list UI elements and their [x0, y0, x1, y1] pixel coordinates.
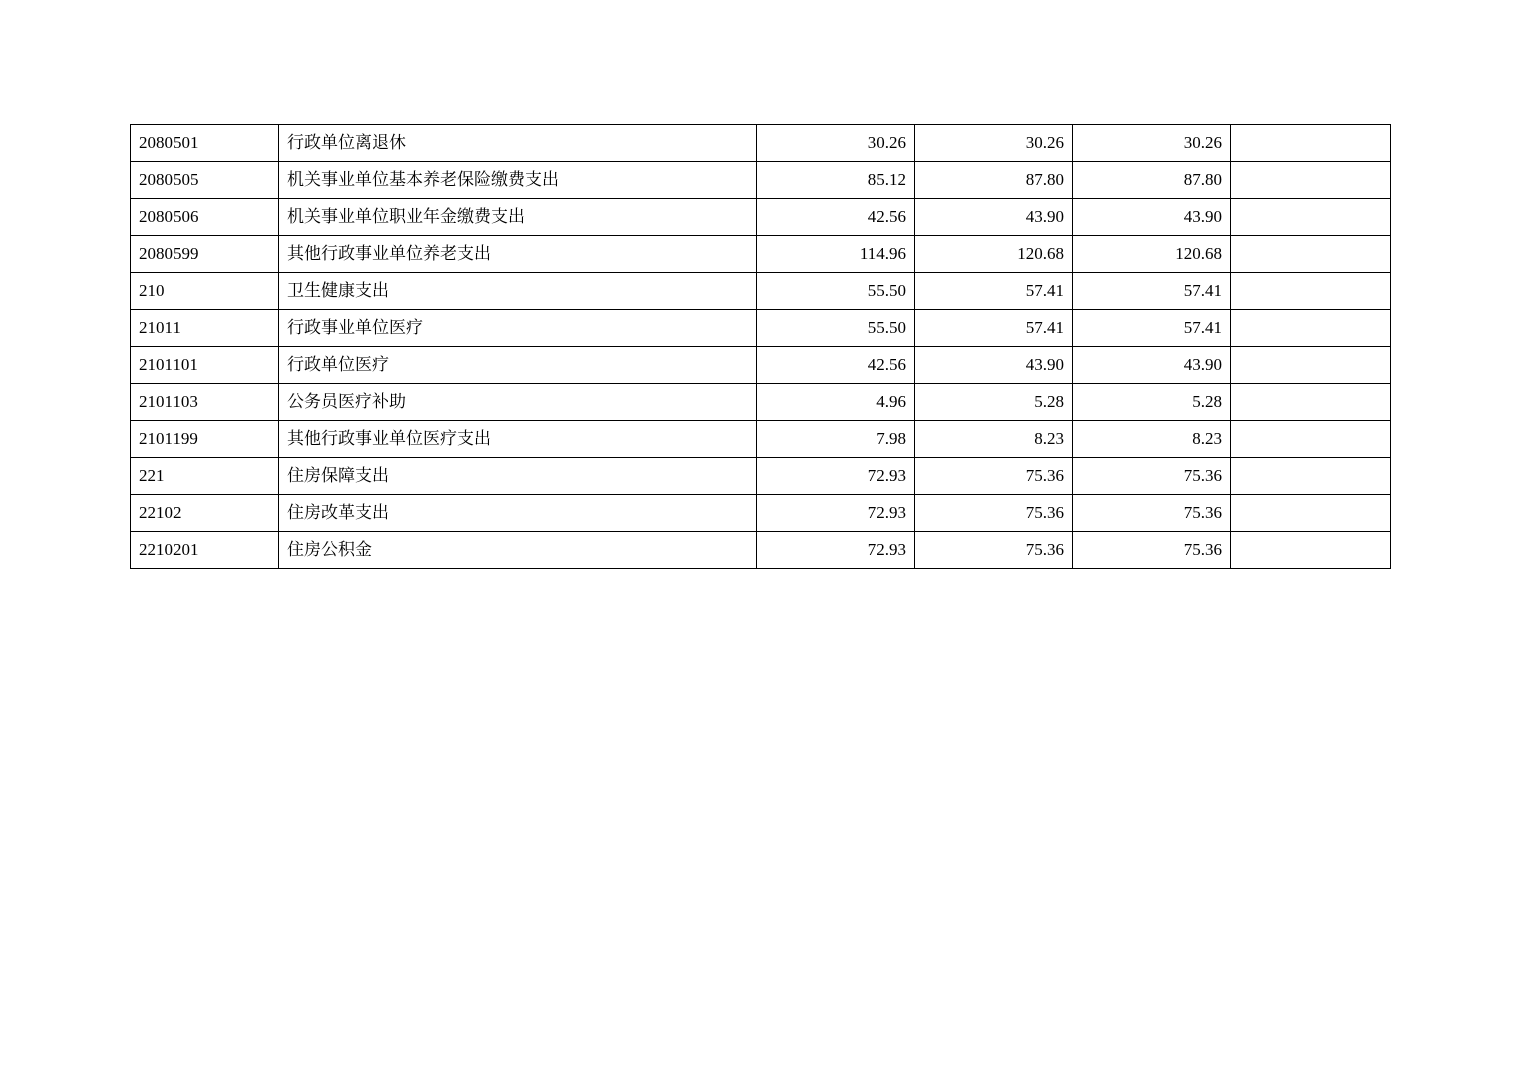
cell-item-name: 公务员医疗补助 [279, 384, 757, 421]
cell-amount-2: 57.41 [915, 273, 1073, 310]
table-row [131, 495, 1391, 532]
table-row [131, 310, 1391, 347]
table-row [131, 384, 1391, 421]
cell-amount-3: 8.23 [1073, 421, 1231, 458]
cell-amount-3: 75.36 [1073, 495, 1231, 532]
budget-expenditure-table [130, 124, 1391, 569]
cell-amount-4 [1231, 199, 1391, 236]
cell-amount-1: 7.98 [757, 421, 915, 458]
cell-amount-1: 42.56 [757, 199, 915, 236]
cell-amount-3: 120.68 [1073, 236, 1231, 273]
cell-amount-1: 72.93 [757, 458, 915, 495]
table-row [131, 532, 1391, 569]
cell-amount-2: 75.36 [915, 495, 1073, 532]
cell-budget-code: 2080505 [131, 162, 279, 199]
cell-amount-4 [1231, 495, 1391, 532]
table-row [131, 458, 1391, 495]
cell-amount-4 [1231, 347, 1391, 384]
cell-amount-3: 57.41 [1073, 310, 1231, 347]
cell-amount-2: 120.68 [915, 236, 1073, 273]
cell-budget-code: 2080506 [131, 199, 279, 236]
cell-item-name: 住房改革支出 [279, 495, 757, 532]
cell-item-name: 行政事业单位医疗 [279, 310, 757, 347]
cell-amount-4 [1231, 421, 1391, 458]
cell-budget-code: 21011 [131, 310, 279, 347]
cell-amount-2: 8.23 [915, 421, 1073, 458]
table-row [131, 347, 1391, 384]
cell-amount-3: 43.90 [1073, 199, 1231, 236]
cell-amount-4 [1231, 384, 1391, 421]
cell-item-name: 其他行政事业单位医疗支出 [279, 421, 757, 458]
cell-amount-2: 30.26 [915, 125, 1073, 162]
cell-amount-4 [1231, 273, 1391, 310]
cell-budget-code: 2101103 [131, 384, 279, 421]
cell-item-name: 其他行政事业单位养老支出 [279, 236, 757, 273]
cell-amount-2: 75.36 [915, 532, 1073, 569]
cell-item-name: 住房保障支出 [279, 458, 757, 495]
cell-amount-1: 72.93 [757, 532, 915, 569]
cell-amount-3: 43.90 [1073, 347, 1231, 384]
cell-amount-3: 57.41 [1073, 273, 1231, 310]
table-row [131, 421, 1391, 458]
cell-item-name: 行政单位医疗 [279, 347, 757, 384]
cell-amount-4 [1231, 458, 1391, 495]
cell-item-name: 住房公积金 [279, 532, 757, 569]
cell-amount-3: 30.26 [1073, 125, 1231, 162]
cell-amount-1: 55.50 [757, 273, 915, 310]
cell-amount-1: 85.12 [757, 162, 915, 199]
cell-amount-1: 55.50 [757, 310, 915, 347]
table-body [131, 125, 1391, 569]
cell-budget-code: 221 [131, 458, 279, 495]
cell-amount-2: 75.36 [915, 458, 1073, 495]
cell-amount-1: 4.96 [757, 384, 915, 421]
cell-amount-2: 5.28 [915, 384, 1073, 421]
table-row [131, 199, 1391, 236]
cell-item-name: 机关事业单位基本养老保险缴费支出 [279, 162, 757, 199]
cell-amount-4 [1231, 236, 1391, 273]
cell-amount-3: 87.80 [1073, 162, 1231, 199]
cell-amount-3: 75.36 [1073, 532, 1231, 569]
cell-amount-2: 57.41 [915, 310, 1073, 347]
cell-amount-4 [1231, 310, 1391, 347]
cell-item-name: 机关事业单位职业年金缴费支出 [279, 199, 757, 236]
table-row [131, 273, 1391, 310]
cell-item-name: 行政单位离退休 [279, 125, 757, 162]
cell-amount-3: 5.28 [1073, 384, 1231, 421]
cell-budget-code: 2101199 [131, 421, 279, 458]
table-row [131, 236, 1391, 273]
cell-amount-1: 42.56 [757, 347, 915, 384]
cell-budget-code: 210 [131, 273, 279, 310]
cell-amount-2: 43.90 [915, 199, 1073, 236]
cell-amount-2: 43.90 [915, 347, 1073, 384]
cell-amount-1: 114.96 [757, 236, 915, 273]
cell-amount-4 [1231, 125, 1391, 162]
cell-amount-1: 30.26 [757, 125, 915, 162]
cell-budget-code: 2080599 [131, 236, 279, 273]
table-row [131, 125, 1391, 162]
cell-amount-2: 87.80 [915, 162, 1073, 199]
cell-amount-4 [1231, 162, 1391, 199]
table-row [131, 162, 1391, 199]
cell-budget-code: 2210201 [131, 532, 279, 569]
cell-item-name: 卫生健康支出 [279, 273, 757, 310]
cell-amount-4 [1231, 532, 1391, 569]
cell-budget-code: 2080501 [131, 125, 279, 162]
cell-amount-3: 75.36 [1073, 458, 1231, 495]
cell-amount-1: 72.93 [757, 495, 915, 532]
cell-budget-code: 22102 [131, 495, 279, 532]
cell-budget-code: 2101101 [131, 347, 279, 384]
